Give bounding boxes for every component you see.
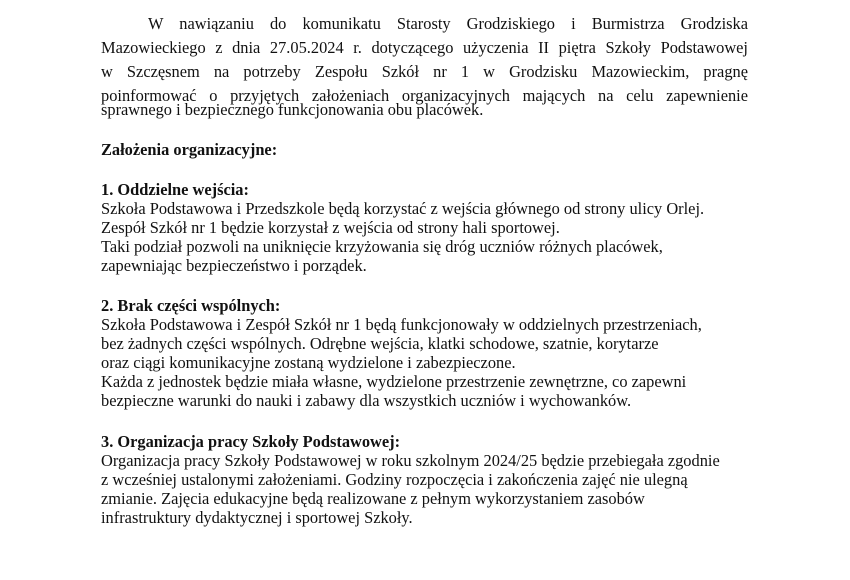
section-title-text: Organizacja pracy Szkoły Podstawowej: <box>117 432 401 451</box>
section-number: 2. <box>101 296 118 315</box>
section-line: Szkoła Podstawowa i Przedszkole będą korzystać z wejścia głównego od strony ulicy Orlej. <box>101 199 705 218</box>
section-line: z wcześniej ustalonymi założeniami. Godziny rozpoczęcia i zakończenia zajęć nie ulegną <box>101 470 688 489</box>
intro-line: W nawiązaniu do komunikatu Starosty Grodziskiego i Burmistrza Grodziska <box>148 14 748 33</box>
section-title <box>101 432 400 451</box>
section-line: bezpieczne warunki do nauki i zabawy dla wszystkich uczniów i wychowanków. <box>101 391 632 410</box>
section-title-text: Oddzielne wejścia: <box>117 180 249 199</box>
section-line: Szkoła Podstawowa i Zespół Szkół nr 1 będą funkcjonowały w oddzielnych przestrzeniach, <box>101 315 702 334</box>
section-title <box>101 180 249 199</box>
section-line: Organizacja pracy Szkoły Podstawowej w roku szkolnym 2024/25 będzie przebiegała zgodnie <box>101 451 720 470</box>
section-title-text: Brak części wspólnych: <box>117 296 281 315</box>
intro-line: Mazowieckiego z dnia 27.05.2024 r. dotyczącego użyczenia II piętra Szkoły Podstawowej <box>101 38 748 57</box>
section-line: zmianie. Zajęcia edukacyjne będą realizowane z pełnym wykorzystaniem zasobów <box>101 489 645 508</box>
section-number: 1. <box>101 180 118 199</box>
section-line: infrastruktury dydaktycznej i sportowej Szkoły. <box>101 508 413 527</box>
section-line: zapewniając bezpieczeństwo i porządek. <box>101 256 367 275</box>
section-line: Zespół Szkół nr 1 będzie korzystał z wejścia od strony hali sportowej. <box>101 218 560 237</box>
intro-line: poinformować o przyjętych założeniach organizacyjnych mających na celu zapewnienie <box>101 86 748 105</box>
intro-line: w Szczęsnem na potrzeby Zespołu Szkół nr 1 w Grodzisku Mazowieckim, pragnę <box>101 62 748 81</box>
section-line: oraz ciągi komunikacyjne zostaną wydzielone i zabezpieczone. <box>101 353 516 372</box>
section-title <box>101 296 280 315</box>
section-line: Każda z jednostek będzie miała własne, wydzielone przestrzenie zewnętrzne, co zapewni <box>101 372 687 391</box>
intro-line: sprawnego i bezpiecznego funkcjonowania obu placówek. <box>101 100 484 119</box>
section-line: Taki podział pozwoli na uniknięcie krzyżowania się dróg uczniów różnych placówek, <box>101 237 663 256</box>
section-line: bez żadnych części wspólnych. Odrębne wejścia, klatki schodowe, szatnie, korytarze <box>101 334 659 353</box>
section-number: 3. <box>101 432 118 451</box>
section-heading: Założenia organizacyjne: <box>101 140 278 159</box>
